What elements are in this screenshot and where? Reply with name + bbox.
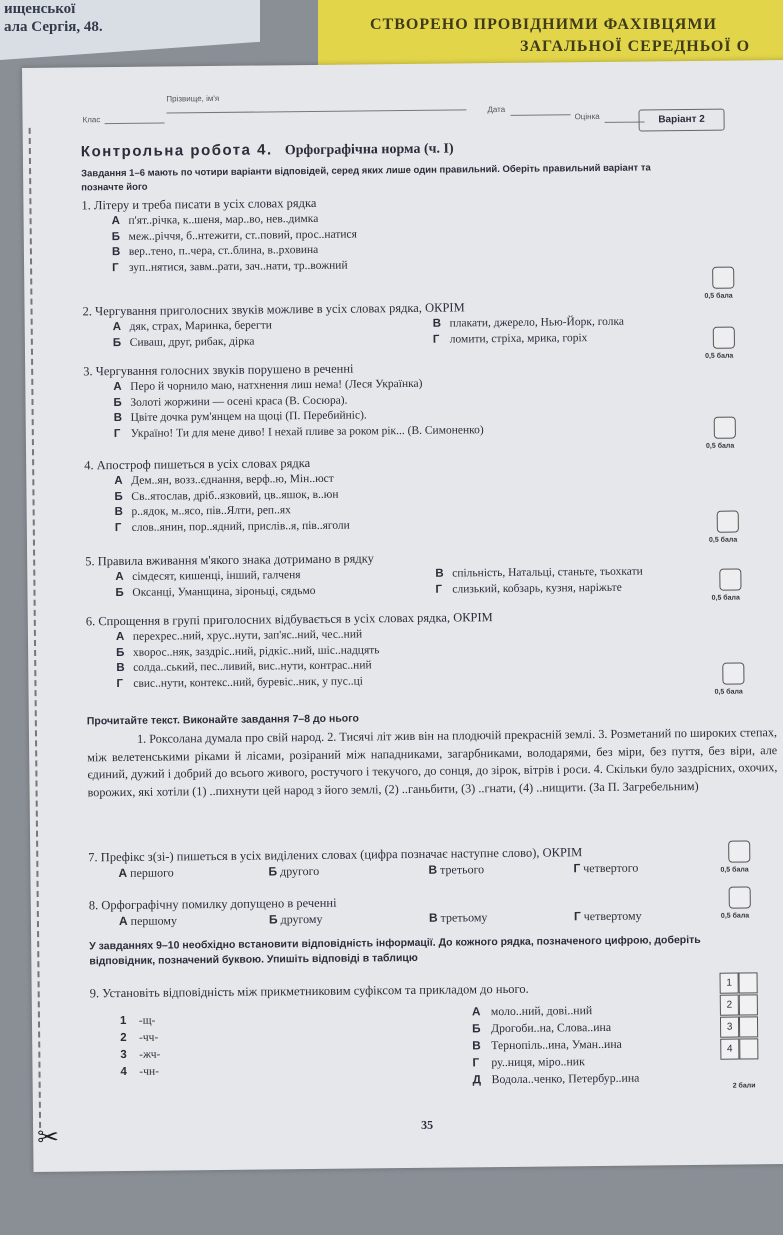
task-6-question: 6. Спрощення в групі приголосних відбувається в усіх словах рядка, ОКРІМ xyxy=(85,610,493,629)
option-text: сімдесят, кишенці, інший, галченя xyxy=(132,569,301,583)
task-8-answer-box[interactable] xyxy=(729,886,751,908)
task-2-answer-box[interactable] xyxy=(713,327,735,349)
task-3 xyxy=(83,356,774,442)
option-letter: А xyxy=(118,865,128,881)
option-letter: Б xyxy=(115,586,124,599)
option-letter: Б xyxy=(116,646,125,659)
item-letter: Б xyxy=(472,1021,481,1036)
task-5-options xyxy=(85,563,775,602)
option-letter: Б xyxy=(112,336,122,349)
option-text: зуп..нятися, завм..рати, зач..нати, тр..вожний xyxy=(128,259,348,274)
option-letter: Г xyxy=(114,521,122,534)
background-paper-text xyxy=(4,0,103,36)
option-text: спільність, Натальці, станьте, тьохкати xyxy=(452,565,643,580)
grid-row-label: 3 xyxy=(720,1017,739,1038)
item-text: -щ- xyxy=(138,1014,156,1027)
option-text: Св..ятослав, дріб..язковий, цв..яшок, в..юн xyxy=(131,488,339,503)
option-text: р..ядок, м..ясо, пів..Ялти, реп..ях xyxy=(131,504,291,518)
task-5-question: 5. Правила вживання м'якого знака дотримано в рядку xyxy=(85,551,374,569)
task-9-left-item-1 xyxy=(120,1013,160,1030)
cut-line xyxy=(29,128,41,1128)
option-letter: В xyxy=(113,411,123,425)
option-text: ломити, стріха, мрика, горіх xyxy=(449,331,588,346)
task-1-question: 1. Літеру и треба писати в усіх словах рядка xyxy=(81,195,317,213)
item-letter: Д xyxy=(472,1072,482,1087)
task-7-question: 7. Префікс з(зі-) пишеться в усіх виділених словах (цифра позначає наступне слово), ОКРІМ xyxy=(88,845,583,865)
task-9-right-item-d xyxy=(472,1053,639,1072)
task-3-points: 0,5 бала xyxy=(705,442,735,450)
task-5-points: 0,5 бала xyxy=(711,594,740,602)
item-number: 4 xyxy=(120,1065,127,1079)
task-2-option-c xyxy=(433,315,624,333)
option-letter: В xyxy=(428,910,438,925)
option-text: слизький, кобзарь, кузня, наріжьте xyxy=(452,581,622,596)
variant-badge: Варіант 2 xyxy=(638,109,724,132)
task-8-option-b xyxy=(269,912,323,928)
option-text: Оксанці, Уманщина, зіроньці, сядьмо xyxy=(132,584,316,599)
option-text: Перо й чорнило маю, натхнення лиш нема! (Леся Українка) xyxy=(130,377,423,393)
task-6-answer-box[interactable] xyxy=(722,662,744,684)
date-field[interactable] xyxy=(510,104,570,116)
task-7-points: 0,5 бала xyxy=(720,866,749,874)
option-letter: Б xyxy=(113,396,122,409)
task-7 xyxy=(88,842,778,884)
task-8-option-a xyxy=(119,913,177,929)
item-text: -чн- xyxy=(139,1065,160,1078)
option-letter: Б xyxy=(111,230,121,243)
task-4-question: 4. Апостроф пишеться в усіх словах рядка xyxy=(84,456,311,473)
option-text: четвертого xyxy=(583,860,639,876)
option-letter: А xyxy=(111,214,120,228)
task-5-option-b xyxy=(115,583,315,601)
option-letter: В xyxy=(116,661,125,675)
option-text: солда..ський, пес..ливий, вис..нути, контрас..ний xyxy=(133,659,372,674)
task-8 xyxy=(89,890,779,932)
task-7-option-a xyxy=(118,865,173,881)
option-text: третього xyxy=(440,862,485,877)
option-letter: В xyxy=(432,317,442,330)
task-9-left-item-4 xyxy=(120,1064,160,1081)
option-text: дяк, страх, Маринка, берегти xyxy=(129,319,272,333)
task-9-right-item-e xyxy=(473,1070,640,1089)
task-2-option-a xyxy=(113,318,272,335)
grid-row-label: 4 xyxy=(720,1039,739,1060)
item-text: ру..ниця, міро..ник xyxy=(491,1054,585,1070)
task-5-col-right xyxy=(435,565,643,598)
task-9-right-item-c xyxy=(472,1036,639,1055)
task-7-option-d xyxy=(573,861,638,877)
book-title xyxy=(370,14,783,58)
item-number: 1 xyxy=(119,1014,127,1028)
option-letter: В xyxy=(428,862,438,877)
book-title-line-2: ЗАГАЛЬНОЇ СЕРЕДНЬОЇ О xyxy=(520,38,751,55)
task-2 xyxy=(82,296,772,352)
title-main: Контрольна робота 4. xyxy=(80,141,273,161)
class-label: Клас xyxy=(82,115,101,125)
grid-answer-cell[interactable] xyxy=(739,1038,758,1059)
task-9 xyxy=(90,978,780,1002)
grid-answer-cell[interactable] xyxy=(739,994,758,1015)
reading-heading: Прочитайте текст. Виконайте завдання 7–8 до нього xyxy=(86,712,359,728)
option-text: плакати, джерело, Нью-Йорк, голка xyxy=(449,315,625,330)
task-9-left-list xyxy=(120,1013,161,1081)
option-letter: Г xyxy=(432,333,440,346)
page-number: 35 xyxy=(421,1117,434,1132)
option-letter: А xyxy=(115,630,125,644)
option-text: Цвіте дочка рум'янцем на щоці (П. Перебийніс). xyxy=(130,409,367,424)
task-2-option-d xyxy=(433,330,624,348)
option-text: свис..нути, контекс..ний, буревіс..ник, у пус..ці xyxy=(133,674,364,690)
name-label: Прізвище, ім'я xyxy=(166,93,220,104)
task-1 xyxy=(81,190,772,276)
option-text: вер..тено, п..чера, ст..блина, в..рховина xyxy=(128,243,319,258)
option-letter: Г xyxy=(112,261,119,274)
name-field[interactable] xyxy=(166,99,466,113)
item-text: Дрогоби..на, Слова..ина xyxy=(490,1019,612,1036)
option-letter: Г xyxy=(435,583,443,596)
option-text: слов..янин, пор..ядний, прислів..я, пів..яголи xyxy=(131,519,350,534)
option-letter: Б xyxy=(268,912,278,927)
grid-row-label: 2 xyxy=(720,995,739,1016)
option-letter: А xyxy=(112,320,122,334)
task-9-right-item-b xyxy=(472,1019,639,1038)
task-6 xyxy=(86,606,777,692)
task-7-option-b xyxy=(268,864,319,880)
task-9-right-list xyxy=(472,1002,640,1089)
task-3-answer-box[interactable] xyxy=(714,417,736,439)
task-5-option-a xyxy=(115,568,315,586)
task-2-question: 2. Чергування приголосних звуків можливе в усіх словах рядка, ОКРІМ xyxy=(82,300,465,319)
title-topic: Орфографічна норма (ч. І) xyxy=(284,141,454,159)
task-1-answer-box[interactable] xyxy=(712,267,734,289)
task-5 xyxy=(85,546,775,602)
option-text: четвертому xyxy=(583,908,642,924)
option-letter: А xyxy=(114,474,123,488)
item-text: Тернопіль..ина, Уман..ина xyxy=(491,1036,622,1053)
item-number: 3 xyxy=(120,1048,127,1062)
grid-answer-cell[interactable] xyxy=(739,972,758,993)
task-2-option-b xyxy=(113,334,272,351)
class-field[interactable] xyxy=(104,113,164,125)
date-label: Дата xyxy=(487,104,506,115)
task-4 xyxy=(84,450,775,536)
option-letter: В xyxy=(111,245,121,259)
option-letter: В xyxy=(435,567,444,580)
worksheet-page xyxy=(22,60,783,1172)
option-text: Дем..ян, возз..єднання, верф..ю, Мін..юст xyxy=(131,472,334,487)
task-9-points: 2 бали xyxy=(732,1082,756,1090)
task-4-points: 0,5 бала xyxy=(708,536,738,544)
task-7-option-c xyxy=(428,862,484,878)
option-text: другого xyxy=(279,863,320,879)
item-text: -чч- xyxy=(138,1031,159,1044)
task-8-option-c xyxy=(429,910,488,926)
instructions-9-10: У завданнях 9–10 необхідно встановити відповідність інформації. До кожного рядка, позначеного цифрою, доберіть відповідник, позначений буквою. Упишіть відповіді в таблицю xyxy=(89,933,701,968)
task-1-points: 0,5 бала xyxy=(704,292,733,300)
task-5-option-c xyxy=(435,565,643,583)
grid-row-label: 1 xyxy=(720,973,739,994)
task-2-points: 0,5 бала xyxy=(705,352,734,360)
item-text: Водола..ченко, Петербур..ина xyxy=(491,1070,640,1087)
option-letter: Г xyxy=(573,909,581,924)
grade-label: Оцінка xyxy=(574,111,600,122)
task-9-right-item-a xyxy=(472,1002,639,1021)
task-7-answer-box[interactable] xyxy=(728,840,750,862)
page-title xyxy=(81,139,454,161)
task-8-points: 0,5 бала xyxy=(720,912,750,920)
grid-answer-cell[interactable] xyxy=(739,1016,758,1037)
instructions-1-6: Завдання 1–6 мають по чотири варіанти відповідей, серед яких лише один правильний. Оберіть правильний варіант та позначте його xyxy=(81,162,651,194)
task-3-question: 3. Чергування голосних звуків порушено в реченні xyxy=(83,361,354,379)
item-number: 2 xyxy=(120,1031,127,1045)
option-text: першого xyxy=(130,865,174,880)
background-line-1: ищенської xyxy=(4,1,76,17)
option-letter: Г xyxy=(116,677,124,690)
option-letter: В xyxy=(114,505,124,519)
background-line-2: ала Сергія, 48. xyxy=(4,19,103,35)
task-9-question: 9. Установіть відповідність між прикметниковим суфіксом та прикладом до нього. xyxy=(89,981,529,1001)
task-5-option-d xyxy=(435,580,643,598)
option-letter: А xyxy=(118,913,128,929)
task-4-answer-box[interactable] xyxy=(717,511,739,533)
task-8-option-d xyxy=(574,909,642,925)
item-letter: Г xyxy=(472,1055,480,1070)
option-text: першому xyxy=(130,913,178,928)
option-text: Сиваш, друг, рибак, дірка xyxy=(129,335,255,349)
book-title-line-1: СТВОРЕНО ПРОВІДНИМИ ФАХІВЦЯМИ xyxy=(370,16,717,33)
task-5-answer-box[interactable] xyxy=(719,568,741,590)
option-letter: Б xyxy=(268,864,278,879)
scissors-icon: ✂ xyxy=(37,1122,60,1152)
option-text: п'ят..річка, к..шеня, мар..во, нев..димка xyxy=(128,212,319,227)
reading-passage: 1. Роксолана думала про свій народ. 2. Тисячі літ жив він на плодючій прекрасній землі. 3. Розметаний по широких степах, між велетенськими ріками й лісами, розіраний між нападниками, загарбниками, володарями, без міри, без пуття, без віри, але єдиний, дужий і добрий до всього живого, ростучого і текучого, до сонця, до зірок, вітрів і роси. 4. Скільки було заздрісних, охочих, ворожих, які хотіли (1) ..пихнути цей народ з його землі, (2) ..ганьбити, (3) ..гнати, (4) ..нищити. (За П. Загребельним) xyxy=(87,725,778,799)
task-9-left-item-3 xyxy=(120,1047,160,1064)
option-text: другому xyxy=(280,911,323,927)
item-letter: В xyxy=(472,1038,481,1053)
option-text: перехрес..ний, хрус..нути, зап'яс..ний, чес..ний xyxy=(132,628,363,643)
option-text: хворос..няк, заздріс..ний, рідкіс..ний, шіс..надцять xyxy=(132,643,380,659)
task-9-left-item-2 xyxy=(120,1030,160,1047)
task-6-points: 0,5 бала xyxy=(714,688,743,696)
option-letter: А xyxy=(115,570,124,584)
option-text: третьому xyxy=(440,910,488,925)
option-text: Золоті жоржини — осені краса (В. Сосюра). xyxy=(130,394,348,409)
option-text: Україно! Ти для мене диво! І нехай пливе за роком рік... (В. Симоненко) xyxy=(130,423,484,440)
item-letter: А xyxy=(471,1004,481,1019)
task-2-col-left xyxy=(113,318,273,351)
task-8-question: 8. Орфографічну помилку допущено в реченні xyxy=(88,895,337,913)
task-5-col-left xyxy=(115,568,315,601)
item-text: -жч- xyxy=(139,1048,161,1061)
option-text: меж..річчя, б..нтежити, ст..повий, прос..натися xyxy=(128,228,357,243)
option-letter: А xyxy=(113,380,122,394)
option-letter: Б xyxy=(114,490,123,503)
item-text: моло..ний, дові..ний xyxy=(490,1003,593,1019)
task-2-options xyxy=(83,313,773,352)
option-letter: Г xyxy=(113,427,121,440)
task-2-col-right xyxy=(433,315,625,348)
option-letter: Г xyxy=(573,861,581,876)
